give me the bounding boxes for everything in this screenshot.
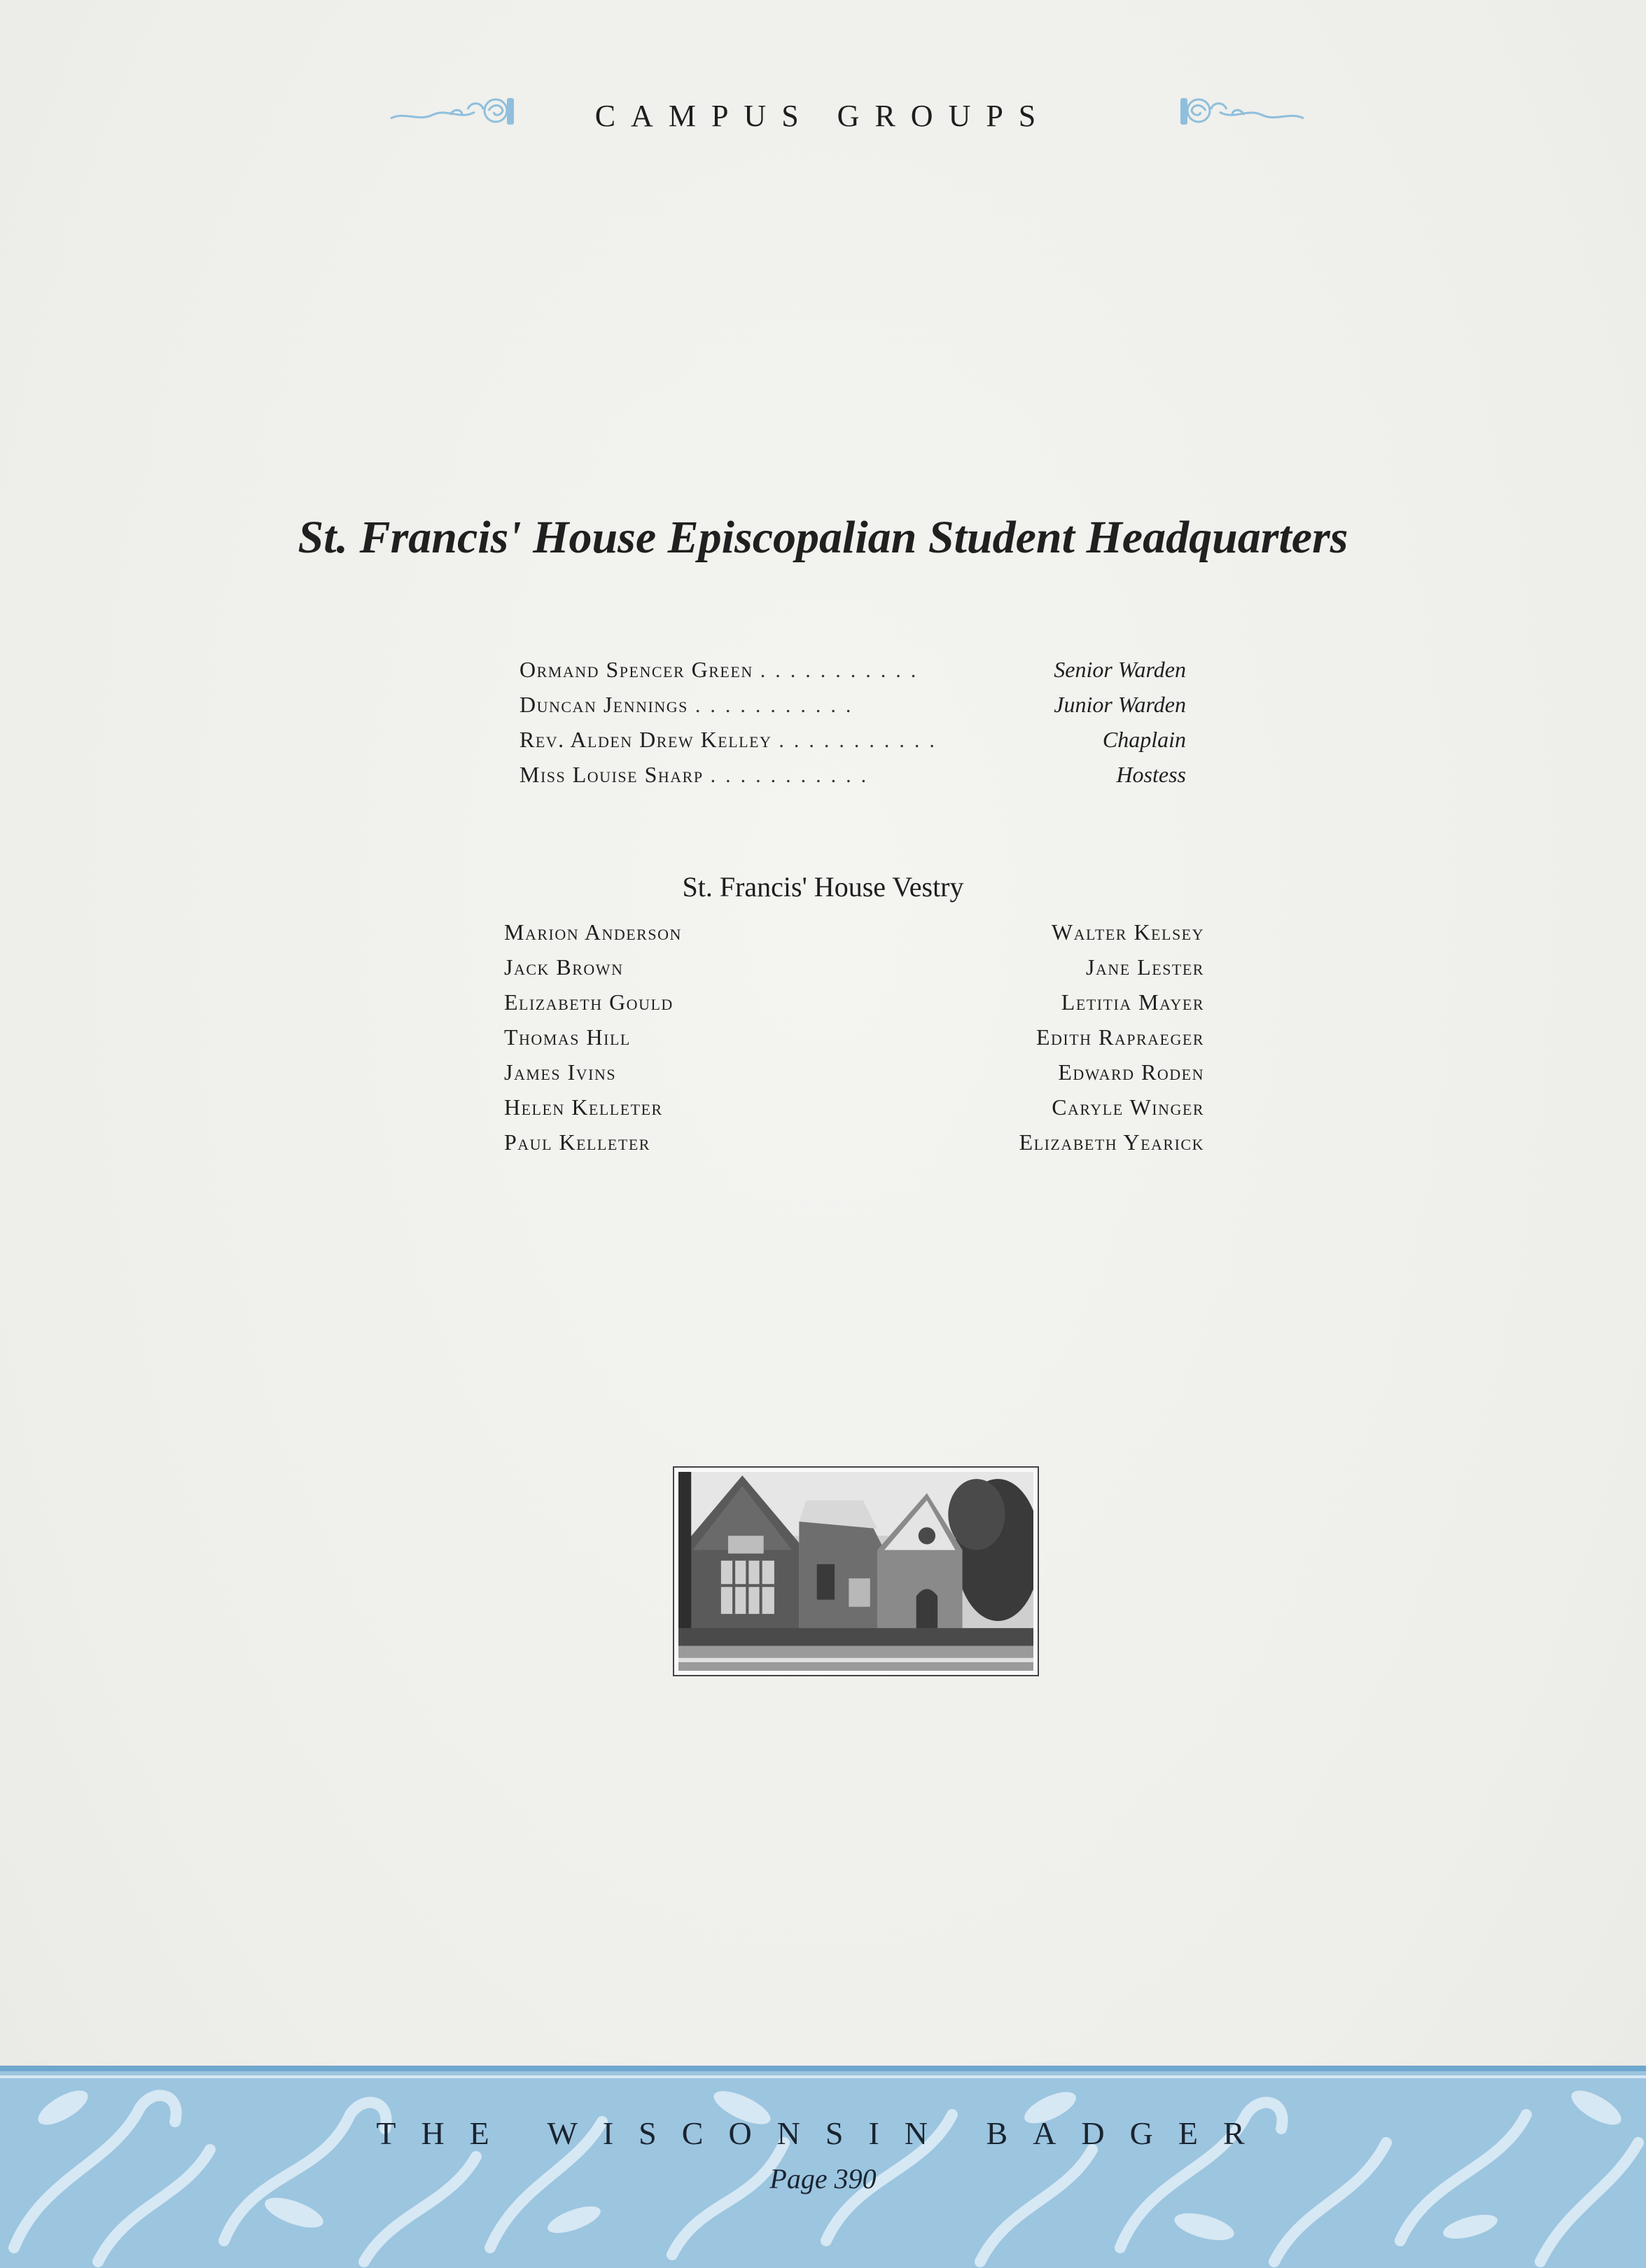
vestry-member: Jane Lester (1086, 954, 1204, 980)
vestry-member: Paul Kelleter (504, 1129, 650, 1155)
officer-role: Junior Warden (1054, 692, 1186, 717)
dot-leader: ........... (710, 764, 877, 787)
page-number: Page 390 (769, 2163, 877, 2194)
section-header-title: CAMPUS GROUPS (594, 99, 1052, 133)
vestry-member: Jack Brown (504, 954, 624, 980)
officer-row (519, 727, 1186, 762)
dot-leader: ........... (779, 729, 944, 752)
officer-name: Ormand Spencer Green (519, 657, 753, 682)
organization-title: St. Francis' House Episcopalian Student Headquarters (298, 512, 1348, 563)
officer-row (519, 657, 1186, 692)
vestry-member: Walter Kelsey (1051, 919, 1204, 945)
publication-title: THE WISCONSIN BADGER (376, 2115, 1270, 2151)
officer-name: Rev. Alden Drew Kelley (519, 727, 772, 752)
officer-role: Hostess (1116, 762, 1186, 787)
vestry-member: Edith Rapraeger (1035, 1024, 1204, 1050)
house-photo (673, 1466, 1039, 1676)
vestry-member: Edward Roden (1058, 1059, 1204, 1085)
scroll-ornament-icon (1178, 94, 1311, 129)
officer-row (519, 762, 1186, 797)
vestry-member: Helen Kelleter (504, 1094, 663, 1120)
dot-leader: ........... (695, 694, 861, 717)
officer-row (519, 692, 1186, 727)
vestry-member: Thomas Hill (504, 1024, 631, 1050)
officers-list (519, 657, 1186, 797)
vestry-member: Caryle Winger (1052, 1094, 1204, 1120)
officer-role: Senior Warden (1054, 657, 1186, 682)
dot-leader: ........... (760, 659, 926, 682)
house-photo-image (678, 1472, 1033, 1671)
vestry-member: Letitia Mayer (1061, 989, 1204, 1015)
page-footer (0, 2066, 1646, 2268)
vestry-member: Elizabeth Yearick (1019, 1129, 1204, 1155)
officer-name: Miss Louise Sharp (519, 762, 704, 787)
officer-role: Chaplain (1102, 727, 1186, 752)
vestry-title: St. Francis' House Vestry (682, 871, 964, 903)
page-header (0, 91, 1646, 147)
officer-name: Duncan Jennings (519, 692, 688, 717)
vestry-member: Marion Anderson (504, 919, 682, 945)
vestry-member: James Ivins (504, 1059, 617, 1085)
vestry-list-right (784, 919, 1204, 1164)
vestry-member: Elizabeth Gould (504, 989, 674, 1015)
